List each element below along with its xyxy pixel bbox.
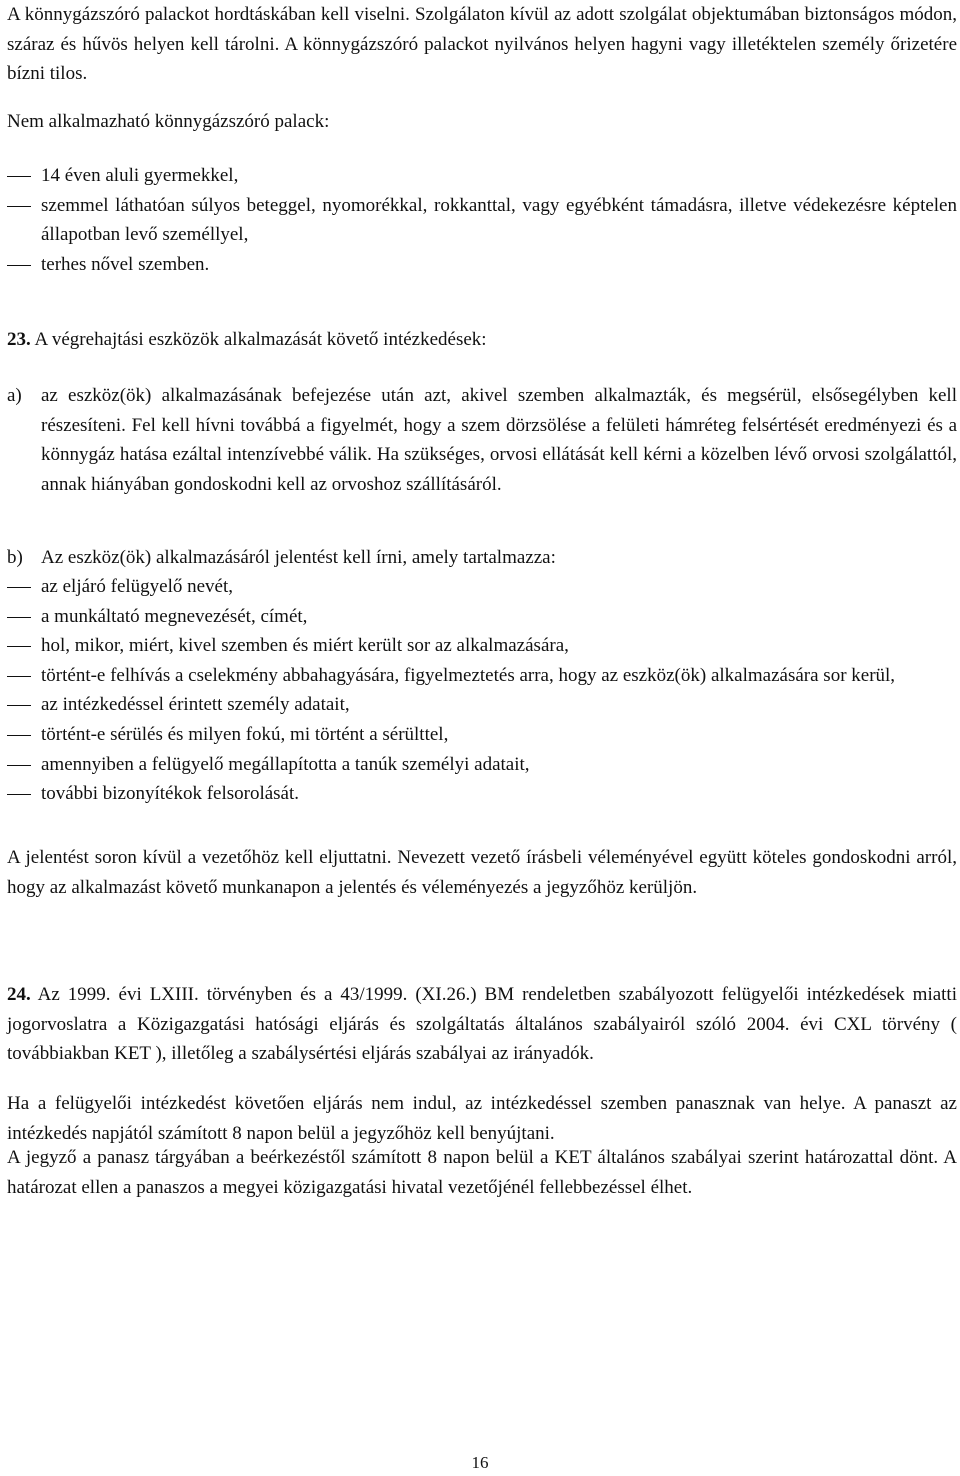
section-23-number: 23. (7, 329, 31, 350)
not-applicable-title: Nem alkalmazható könnygázszóró palack: (7, 111, 330, 132)
item-b-text: Az eszköz(ök) alkalmazásáról jelentést kell írni, amely tartalmazza: (41, 547, 556, 568)
section-24-number: 24. (7, 984, 31, 1005)
section-23-title: A végrehajtási eszközök alkalmazását követő intézkedések: (34, 329, 487, 350)
list-item: a munkáltató megnevezését, címét, (7, 602, 957, 632)
dash-bullet-icon (7, 587, 31, 588)
section-23-item-b (7, 543, 957, 573)
dash-bullet-icon (7, 617, 31, 618)
dash-bullet-icon (7, 206, 31, 207)
list-item: hol, mikor, miért, kivel szemben és miért került sor az alkalmazására, (7, 631, 957, 661)
list-item: az eljáró felügyelő nevét, (7, 572, 957, 602)
dash-bullet-icon (7, 676, 31, 677)
list-item: szemmel láthatóan súlyos beteggel, nyomorékkal, rokkanttal, vagy egyébként támadásra, illetve védekezésre képtelen állapotban levő személlyel, (7, 191, 957, 250)
intro-paragraph: A könnygázszóró palackot hordtáskában kell viselni. Szolgálaton kívül az adott szolgálat objektumában biztonságos módon, száraz és hűvös helyen kell tárolni. A könnygázszóró palackot nyilvános helyen hagyni vagy illetéktelen személy őrizetére bízni tilos. (7, 4, 957, 85)
item-a-marker: a) (7, 385, 22, 406)
list-item: további bizonyítékok felsorolását. (7, 779, 957, 809)
section-23-heading (7, 325, 957, 355)
report-contents-list (7, 572, 957, 809)
dash-bullet-icon (7, 176, 31, 177)
dash-bullet-icon (7, 705, 31, 706)
list-item: 14 éven aluli gyermekkel, (7, 161, 957, 191)
document-page (7, 0, 957, 1476)
page-number: 16 (471, 1453, 489, 1472)
item-b-marker: b) (7, 547, 23, 568)
dash-bullet-icon (7, 765, 31, 766)
dash-bullet-icon (7, 646, 31, 647)
dash-bullet-icon (7, 794, 31, 795)
section-23-item-a (7, 381, 957, 499)
section-24-para-2: Ha a felügyelői intézkedést követően eljárás nem indul, az intézkedéssel szemben panasznak van helye. A panaszt az intézkedés napjától számított 8 napon belül a jegyzőhöz kell benyújtani. (7, 1093, 957, 1144)
not-applicable-list (7, 161, 957, 279)
list-item: történt-e sérülés és milyen fokú, mi történt a sérülttel, (7, 720, 957, 750)
list-item: történt-e felhívás a cselekmény abbahagyására, figyelmeztetés arra, hogy az eszköz(ök) alkalmazására sor kerül, (7, 661, 957, 691)
section-24-para-1: 24. Az 1999. évi LXIII. törvényben és a 43/1999. (XI.26.) BM rendeletben szabályozott felügyelői intézkedések miatti jogorvoslatra a Közigazgatási hatósági eljárás és szolgáltatás általános szabályairól szóló 2004. évi CXL törvény ( továbbiakban KET ), illetőleg a szabálysértési eljárás szabályai az irányadók. (7, 984, 957, 1065)
list-item: terhes nővel szemben. (7, 250, 957, 280)
section-24-para-3: A jegyző a panasz tárgyában a beérkezéstől számított 8 napon belül a KET általános szabályai szerint határozattal dönt. A határozat ellen a panaszos a megyei közigazgatási hivatal vezetőjénél fellebbezéssel élhet. (7, 1147, 957, 1198)
list-item: amennyiben a felügyelő megállapította a tanúk személyi adatait, (7, 750, 957, 780)
dash-bullet-icon (7, 265, 31, 266)
dash-bullet-icon (7, 735, 31, 736)
section-23-closing: A jelentést soron kívül a vezetőhöz kell eljuttatni. Nevezett vezető írásbeli véleményével együtt köteles gondoskodni arról, hogy az alkalmazást követő munkanapon a jelentés és véleményezés a jegyzőhöz kerüljön. (7, 847, 957, 898)
list-item: az intézkedéssel érintett személy adatait, (7, 690, 957, 720)
item-a-text: az eszköz(ök) alkalmazásának befejezése után azt, akivel szemben alkalmazták, és megsérül, elsősegélyben kell részesíteni. Fel kell hívni továbbá a figyelmét, hogy a szem dörzsölése a felületi hámréteg felsértését eredményezi és a könnygáz hatása ezáltal intenzívebbé válik. Ha szükséges, orvosi ellátását kell kérni a közelben lévő orvosi szolgálattól, annak hiányában gondoskodni kell az orvoshoz szállításáról. (41, 385, 957, 495)
